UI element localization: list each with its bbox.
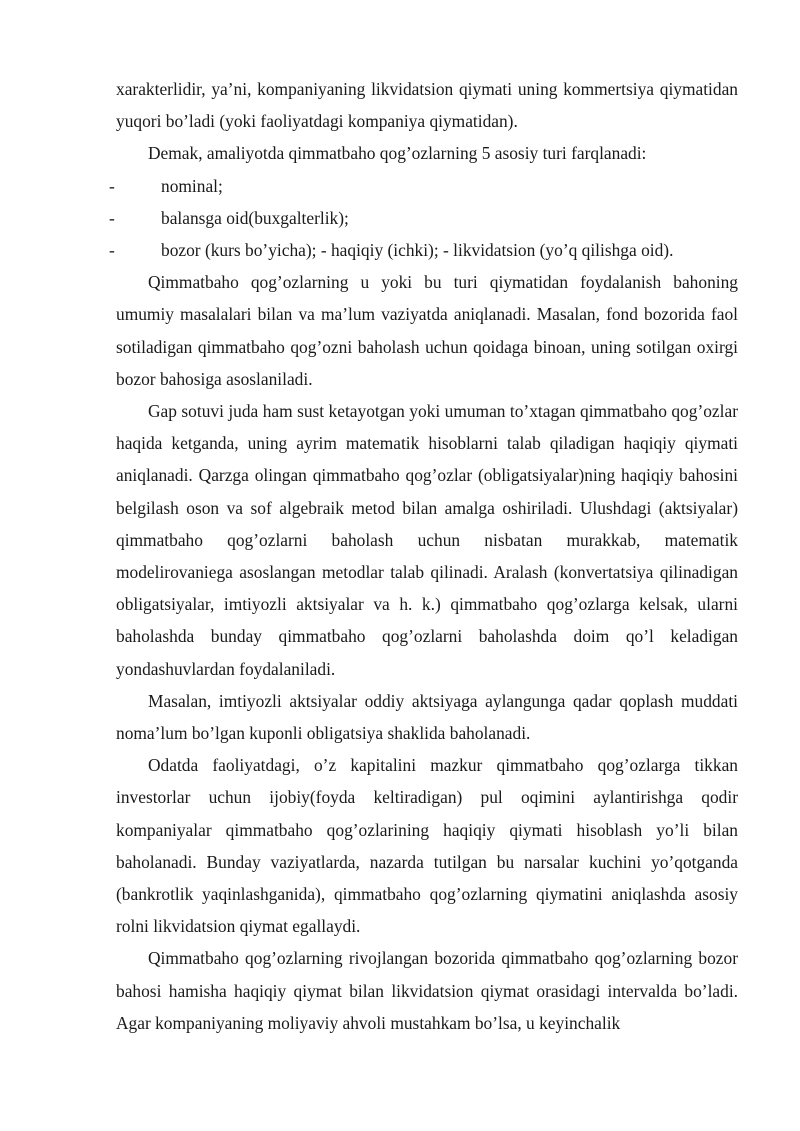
paragraph-valuation: Gap sotuvi juda ham sust ketayotgan yoki umuman to’xtagan qimmatbaho qog’ozlar haqida ketganda, uning ayrim matematik hisoblarni talab qiladigan haqiqiy qiymati aniqlanadi. Qarzga olingan qimmatbaho qog’ozlar (obligatsiyalar)ning haqiqiy bahosini belgilash oson va sof algebraik metod bilan amalga oshiriladi. Ulushdagi (aktsiyalar) qimmatbaho qog’ozlarni baholash uchun nisbatan murakkab, matematik modelirovaniega asoslangan metodlar talab qilinadi. Aralash (konvertatsiya qilinadigan obligatsiyalar, imtiyozli aktsiyalar va h. k.) qimmatbaho qog’ozlarga kelsak, ularni baholashda bunday qimmatbaho qog’ozlarni baholashda doim qo’l keladigan yondashuvlardan foydalaniladi. xyxy=(116,401,738,679)
list-item-text: bozor (kurs bo’yicha); - haqiqiy (ichki); - likvidatsion (yo’q qilishga oid). xyxy=(161,240,674,261)
list-dash: - xyxy=(109,207,115,228)
paragraph-going-concern: Odatda faoliyatdagi, o’z kapitalini mazkur qimmatbaho qog’ozlarga tikkan investorlar uchun ijobiy(foyda keltiradigan) pul oqimini aylantirishga qodir kompaniyalar qimmatbaho qog’ozlarining haqiqiy qiymati hisoblash yo’li bilan baholanadi. Bunday vaziyatlarda, nazarda tutilgan bu narsalar kuchini yo’qotganda (bankrotlik yaqinlashganida), qimmatbaho qog’ozlarning qiymatini aniqlashda asosiy rolni likvidatsion qiymat egallaydi. xyxy=(116,755,738,937)
list-item xyxy=(109,202,738,234)
document-page xyxy=(109,73,738,1039)
paragraph-types-intro: Demak, amaliyotda qimmatbaho qog’ozlarning 5 asosiy turi farqlanadi: xyxy=(148,143,647,164)
list-item-text: balansga oid(buxgalterlik); xyxy=(161,207,349,228)
list-item xyxy=(109,234,738,266)
paragraph-market-price: Qimmatbaho qog’ozlarning rivojlangan bozorida qimmatbaho qog’ozlarning bozor bahosi hamisha haqiqiy qiymat bilan likvidatsion qiymat orasidagi intervalda bo’ladi. Agar kompaniyaning moliyaviy ahvoli mustahkam bo’lsa, u keyinchalik xyxy=(116,948,738,1033)
list-dash: - xyxy=(109,175,115,196)
paragraph-example: Masalan, imtiyozli aktsiyalar oddiy aktsiyaga aylangunga qadar qoplash muddati noma’lum bo’lgan kuponli obligatsiya shaklida baholanadi. xyxy=(116,690,738,744)
paragraph-usage: Qimmatbaho qog’ozlarning u yoki bu turi qiymatidan foydalanish bahoning umumiy masalalari bilan va ma’lum vaziyatda aniqlanadi. Masalan, fond bozorida faol sotiladigan qimmatbaho qog’ozni baholash uchun qoidaga binoan, uning sotilgan oxirgi bozor bahosiga asoslaniladi. xyxy=(116,272,738,389)
list-item xyxy=(109,170,738,202)
list-item-text: nominal; xyxy=(161,175,223,196)
list-dash: - xyxy=(109,240,115,261)
paragraph-continuation: xarakterlidir, ya’ni, kompaniyaning likvidatsion qiymati uning kommertsiya qiymatidan yuqori bo’ladi (yoki faoliyatdagi kompaniya qiymatidan). xyxy=(116,79,738,132)
